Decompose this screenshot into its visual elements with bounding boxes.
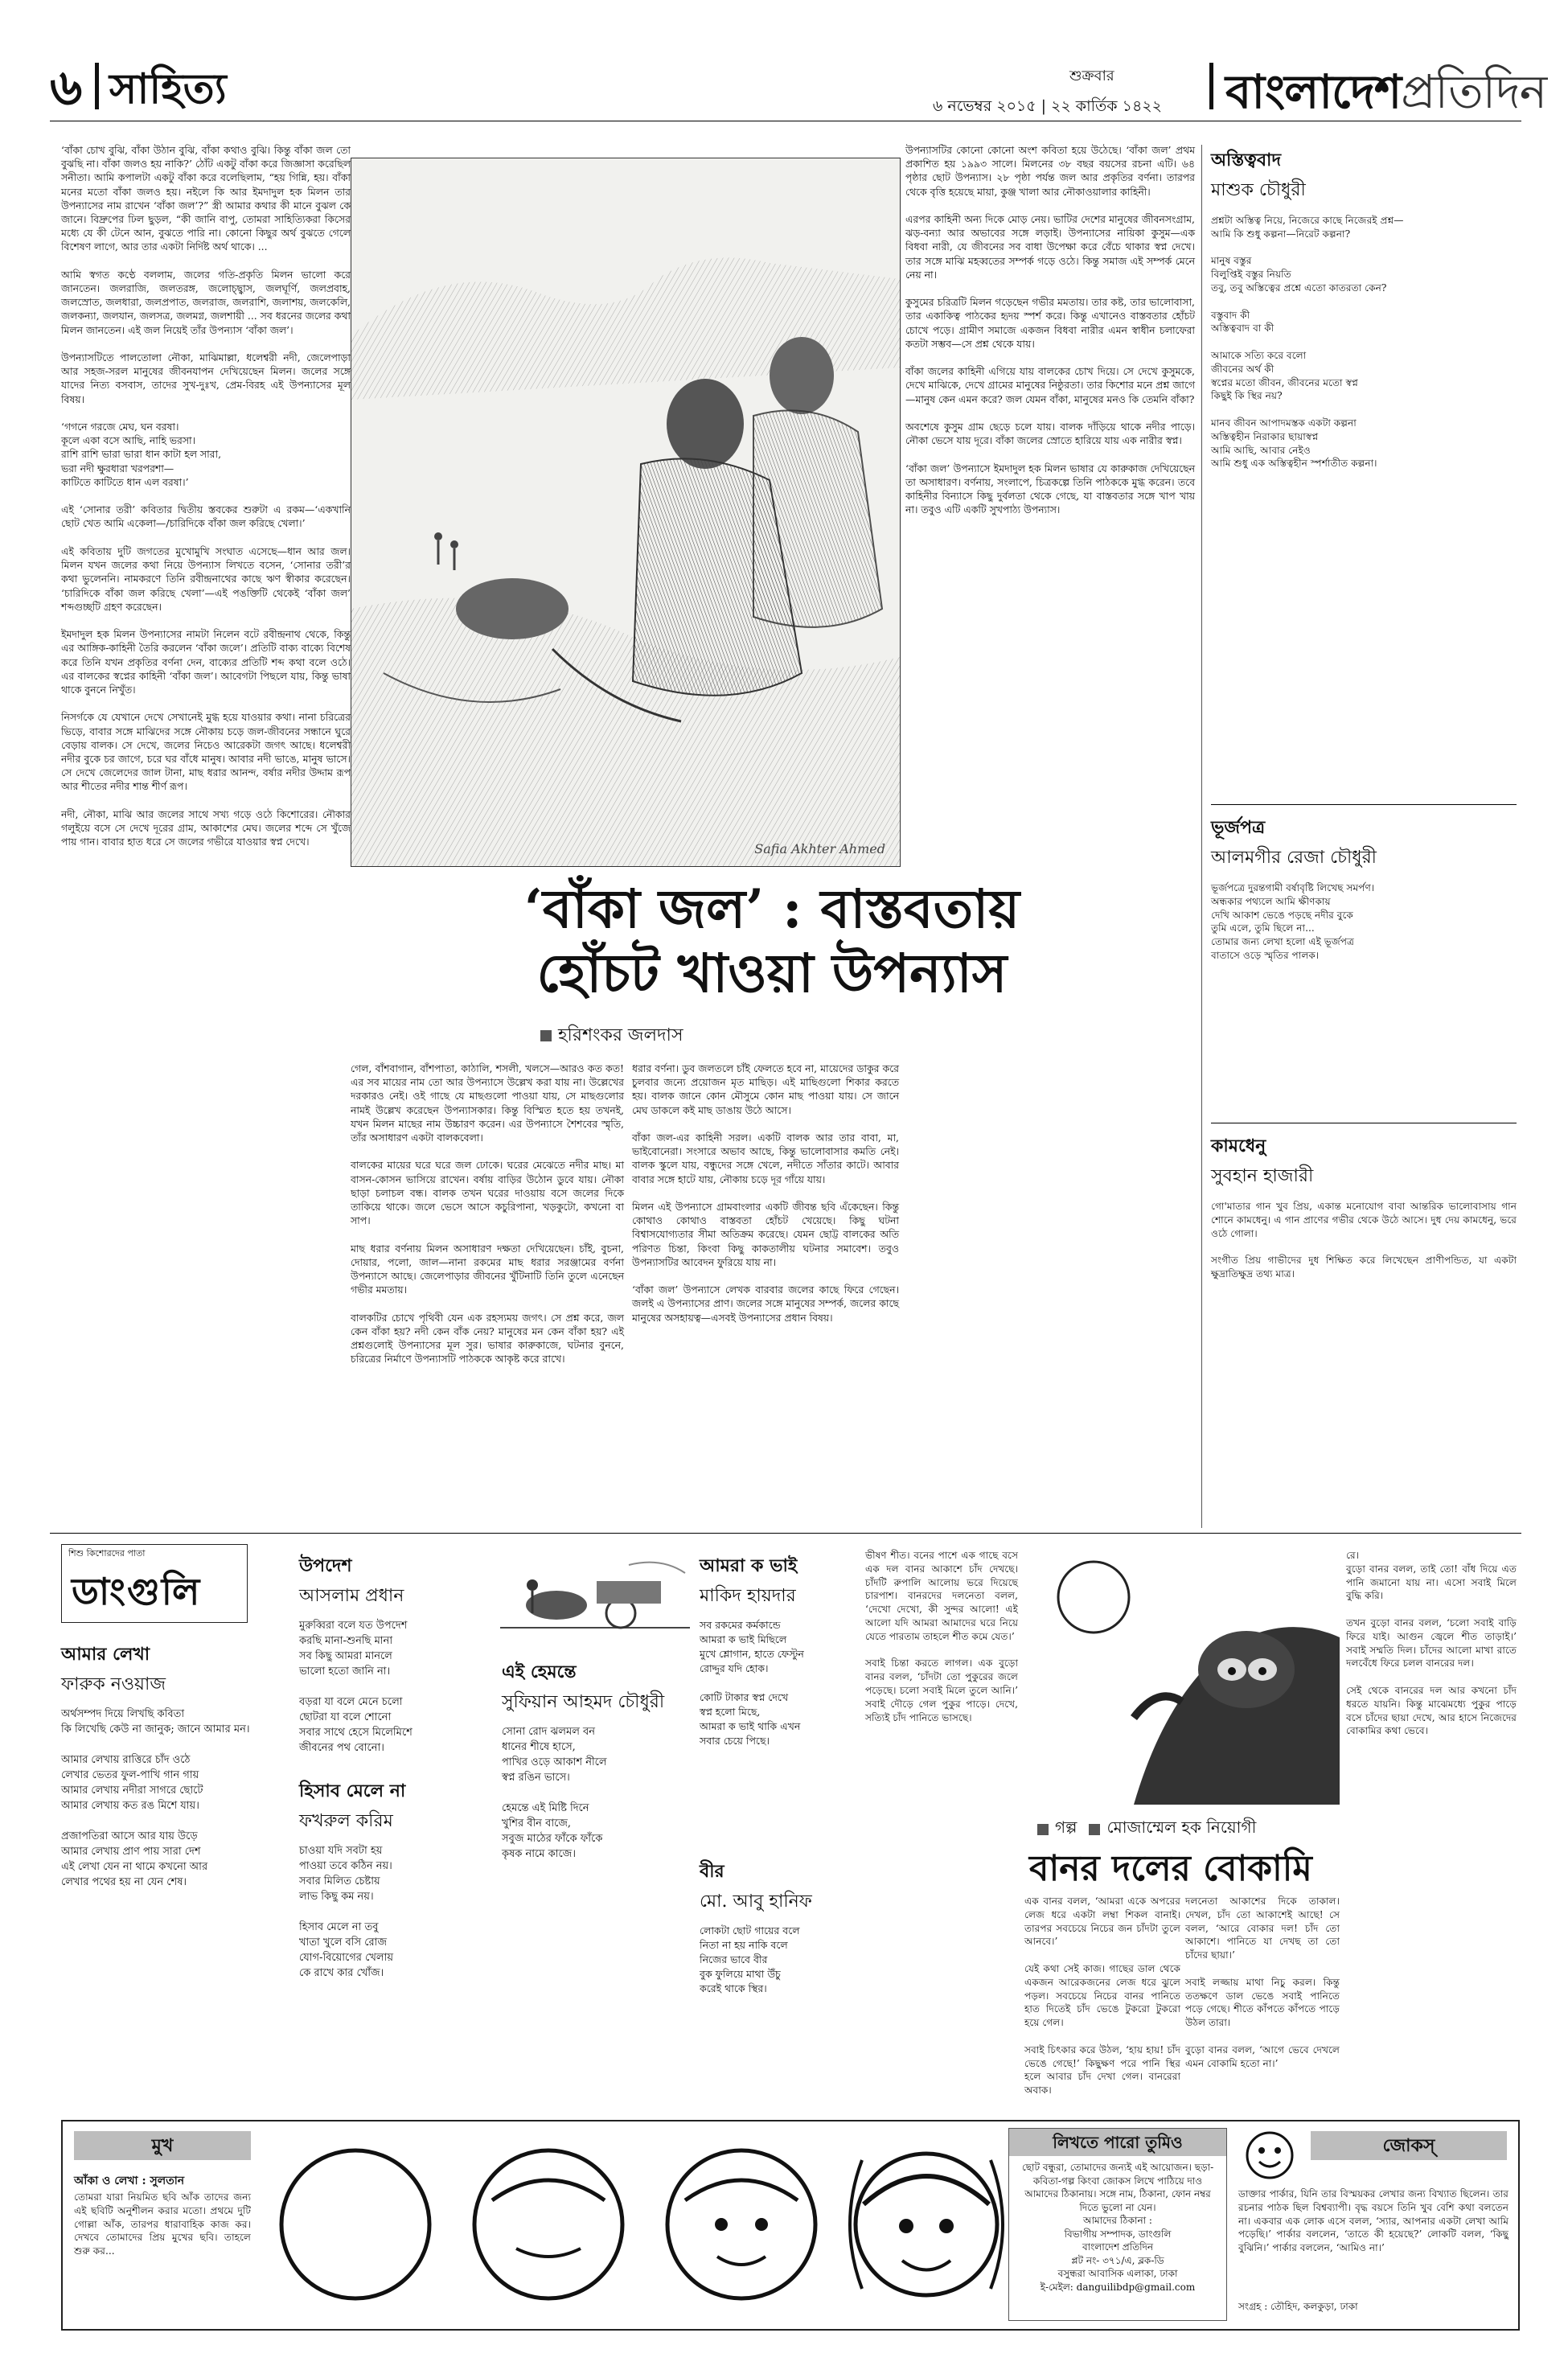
headline-line-2: হোঁচট খাওয়া উপন্যাস xyxy=(536,942,1008,1004)
story-label: গল্প xyxy=(1055,1817,1077,1837)
byline-square-icon xyxy=(540,1030,552,1041)
item-4-author: সুফিয়ান আহমদ চৌধুরী xyxy=(502,1692,665,1712)
monkey-illustration xyxy=(1021,1549,1340,1805)
story-title: বানর দলের বোকামি xyxy=(1029,1848,1312,1889)
ox-cart-drawing xyxy=(500,1549,690,1644)
poem-3-text: গো'মাতার গান খুব প্রিয়, একান্ত মনোযোগ বাবা আন্তরিক ভালোবাসায় গান শোনে কামধেনু। এ গান প্রাণের গভীর থেকে উঠে আসে। দুধ দেয় কামধেনু, ভরে ওঠে গোলা। সংগীত প্রিয় গাভীদের দুধ শিক্ষিত করে লিখেছেন প্রাণীপন্ডিত, যা একটা ক্ষুদ্রাতিক্ষুদ্র তথ্য মাত্র। xyxy=(1211,1201,1517,1279)
headline-line-1: ‘বাঁকা জল’ : বাস্তবতায় xyxy=(523,877,1020,940)
item-6-author: মো. আবু হানিফ xyxy=(700,1891,812,1912)
item-1-title: আমার লেখা xyxy=(61,1644,150,1665)
dangguli-logo: ডাংগুলি xyxy=(72,1570,202,1613)
poem-2-title: ভূর্জপত্র xyxy=(1211,817,1266,838)
poem-1-author: মাশুক চৌধুরী xyxy=(1211,180,1306,200)
dangguli-item-4 xyxy=(502,1658,695,1862)
jokes-icon xyxy=(1242,2130,1298,2181)
poem-2-author: আলমগীর রেজা চৌধুরী xyxy=(1211,848,1377,868)
face-steps-drawing xyxy=(259,2128,999,2321)
poem-1-text: প্রশ্নটা অস্তিত্ব নিয়ে, নিজেরে কাছে নিজেরই প্রশ্ন— আমি কি শুধু কল্পনা—নিরেট কল্পনা? মানুষ বস্তুর বিলুপ্তিই বস্তুর নিয়তি তবু, তবু অস্তিত্বের প্রশ্নে এতো কাতরতা কেন? বস্তুবাদ কী অস্তিত্ববাদ বা কী আমাকে সত্যি করে বলো জীবনের অর্থ কী স্বপ্নের মতো জীবন, জীবনের মতো স্বপ্ন কিছুই কি স্থির নয়? মানব জীবন আপাদমস্তক একটা কল্পনা অস্তিত্বহীন নিরাকার ছায়াস্বপ্ন আমি আছি, আবার নেইও আমি শুধু এক অস্তিত্বহীন স্পর্শাতীত কল্পনা। xyxy=(1211,215,1404,470)
item-5-author: মাকিদ হায়দার xyxy=(700,1586,796,1606)
item-4-title: এই হেমন্তে xyxy=(502,1661,577,1682)
write-to-us-text: ছোট বন্ধুরা, তোমাদের জন্যই এই আয়োজন। ছড়া-কবিতা-গল্প কিংবা জোকস লিখে পাঠিয়ে দাও আমাদের ঠিকানায়। সঙ্গে নাম, ঠিকানা, ফোন নম্বর দিতে ভুলো না যেন। আমাদের ঠিকানা : বিভাগীয় সম্পাদক, ডাংগুলি বাংলাদেশ প্রতিদিন প্লট নং- ৩৭১/এ, ব্লক-ডি বসুন্ধরা আবাসিক এলাকা, ঢাকা ই-মেইল: danguilibdp@gmail.com xyxy=(1021,2162,1214,2293)
poem-divider-1 xyxy=(1211,804,1517,805)
article-headline xyxy=(338,877,1206,1005)
dangguli-item-1 xyxy=(61,1641,294,1890)
article-column-4: উপন্যাসটির কোনো কোনো অংশ কবিতা হয়ে উঠেছে। ‘বাঁকা জল’ প্রথম প্রকাশিত হয় ১৯৯৩ সালে। মিলনের ৩৮ বছর বয়সের রচনা এটি। ৬৪ পৃষ্ঠার ছোট উপন্যাস। ২৮ পৃষ্ঠা পর্যন্ত জল আর প্রকৃতির বর্ণনা। তারপর থেকে বৃত্তি হয়েছে মায়া, কুঞ্জ খালা আর নৌকাওয়ালার কাহিনী। এরপর কাহিনী অন্য দিকে মোড় নেয়। ভাটির দেশের মানুষের জীবনসংগ্রাম, ঝড়-বন্যা আর অভাবের সঙ্গে লড়াই। উপন্যাসের নায়িকা কুসুম—এক বিধবা নারী, যে জীবনের সব বাধা উপেক্ষা করে বেঁচে থাকার স্বপ্ন দেখে। তার সঙ্গে মাঝি মহব্বতের সম্পর্ক গড়ে ওঠে। কিন্তু সমাজ এই সম্পর্ক মেনে নেয় না। কুসুমের চরিত্রটি মিলন গড়েছেন গভীর মমতায়। তার কষ্ট, তার ভালোবাসা, তার একাকিত্ব পাঠকের হৃদয় স্পর্শ করে। কিন্তু এখানেও বাস্তবতার হোঁচট চোখে পড়ে। গ্রামীণ সমাজে একজন বিধবা নারীর এমন স্বাধীন চলাফেরা কতটা সম্ভব—সে প্রশ্ন থেকে যায়। বাঁকা জলের কাহিনী এগিয়ে যায় বালকের চোখ দিয়ে। সে দেখে কুসুমকে, দেখে মাঝিকে, দেখে গ্রামের মানুষের নিষ্ঠুরতা। তার কিশোর মনে প্রশ্ন জাগে—মানুষ কেন এমন করে? জল যেমন বাঁকা, মানুষের মনও কি তেমনি বাঁকা? অবশেষে কুসুম গ্রাম ছেড়ে চলে যায়। বালক দাঁড়িয়ে থাকে নদীর পাড়ে। নৌকা ভেসে যায় দূরে। বাঁকা জলের স্রোতে হারিয়ে যায় এক নারীর স্বপ্ন। ‘বাঁকা জল’ উপন্যাসে ইমদাদুল হক মিলন ভাষার যে কারুকাজ দেখিয়েছেন তা অসাধারণ। বর্ণনায়, সংলাপে, চিত্রকল্পে তিনি পাঠককে মুগ্ধ করেন। তবে কাহিনীর বিন্যাসে কিছু দুর্বলতা থেকে গেছে, যা বাস্তবতার সঙ্গে খাপ খায় না। তবুও এটি একটি সুখপাঠ্য উপন্যাস। xyxy=(905,144,1195,516)
article-column-3: ধরার বর্ণনা। ডুব জলতলে চাঁই ফেলতে হবে না, মায়েদের ডাকুর করে চুলবার জন্যে প্রয়োজন মৃত মাছিড়। এই মাছিগুলো শিকার করতে হয়। বালক জানে কোন মৌসুমে কোন মাছ পাওয়া যায়। সে জানে মেঘ ডাকলে কই মাছ ডাঙায় উঠে আসে। বাঁকা জল-এর কাহিনী সরল। একটি বালক আর তার বাবা, মা, ভাইবোনেরা। সংসারে অভাব আছে, কিন্তু ভালোবাসার কমতি নেই। বালক স্কুলে যায়, বন্ধুদের সঙ্গে খেলে, নদীতে সাঁতার কাটে। আবার বাবার সঙ্গে হাটে যায়, নৌকায় চড়ে দূর গাঁয়ে যায়। মিলন এই উপন্যাসে গ্রামবাংলার একটি জীবন্ত ছবি এঁকেছেন। কিন্তু কোথাও কোথাও বাস্তবতা হোঁচট খেয়েছে। কিছু ঘটনা বিশ্বাসযোগ্যতার সীমা অতিক্রম করেছে। যেমন ছোট্ট বালকের অতি পরিণত চিন্তা, কিংবা কিছু কাকতালীয় ঘটনার সমাবেশ। তবুও উপন্যাসটির আবেদন ফুরিয়ে যায় না। ‘বাঁকা জল’ উপন্যাসে লেখক বারবার জলের কাছে ফিরে গেছেন। জলই এ উপন্যাসের প্রাণ। জলের সঙ্গে মানুষের সম্পর্ক, জলের কাছে মানুষের অসহায়ত্ব—এসবই উপন্যাসের প্রধান বিষয়। xyxy=(632,1062,899,1324)
poem-3 xyxy=(1211,1132,1517,1570)
smiley-icon xyxy=(1242,2130,1298,2181)
jokes-credit: সংগ্রহ : তৌহিদ, কলকুড়া, ঢাকা xyxy=(1238,2301,1358,2312)
poem-3-title: কামধেনু xyxy=(1211,1136,1266,1156)
item-6-title: বীর xyxy=(700,1861,724,1882)
jokes-title: জোকস্ xyxy=(1311,2131,1507,2160)
jokes-text: ডাক্তার পার্কার, যিনি তার বিস্ময়কর লেখার জন্য বিখ্যাত ছিলেন। তার রচনার পাঠক ছিল বিশ্বব্যাপী। বৃদ্ধ বয়সে তিনি খুব বেশি কথা বলতেন না। একবার এক লোক এসে বলল, ‘স্যার, আপনার একটা লেখা আমি পড়েছি।’ পার্কার বললেন, ‘তাতে কী হয়েছে?’ লোকটি বলল, ‘কিছু বুঝিনি।’ পার্কার বললেন, ‘আমিও না।’ xyxy=(1238,2188,1512,2254)
mukh-text: তোমরা যারা নিয়মিত ছবি আঁক তাদের জন্য এই ছবিটি অনুশীলন করার মতো। প্রথমে দুটি গোল্লা আঁক, তারপর ধারাবাহিক কাজ কর। দেখবে তোমাদের প্রিয় মুখের ছবি। তাহলে শুরু কর... xyxy=(74,2191,254,2257)
story-column-2: এক বানর বলল, ‘আমরা একে অপরের লেজ ধরে একটা লম্বা শিকল বানাই। তারপর সবচেয়ে নিচের জন চাঁদটা তুলে আনবে।’ যেই কথা সেই কাজ। গাছের ডাল থেকে একজন আরেকজনের লেজ ধরে ঝুলে পড়ল। সবচেয়ে নিচের বানর পানিতে হাত দিতেই চাঁদ ভেঙে টুকরো টুকরো হয়ে গেল। সবাই চিৎকার করে উঠল, ‘হায় হায়! চাঁদ ভেঙে গেছে!’ কিছুক্ষণ পরে পানি স্থির হলে আবার চাঁদ দেখা গেল। বানরেরা অবাক। xyxy=(1024,1896,1180,2097)
illustration-signature: Safia Akhter Ahmed xyxy=(754,841,885,856)
mukh-credit: আঁকা ও লেখা : সুলতান xyxy=(74,2175,185,2187)
dangguli-item-5 xyxy=(700,1552,860,1748)
dangguli-item-2 xyxy=(299,1552,492,1756)
write-to-us-box xyxy=(1008,2128,1227,2321)
story-column-4: রে। বুড়ো বানর বলল, তাই তো! বাঁধ দিয়ে এত পানি জমানো যায় না। এসো সবাই মিলে বুদ্ধি করি। তখন বুড়ো বানর বলল, ‘চলো সবাই বাড়ি ফিরে যাই। আগুন জ্বেলে শীত তাড়াই।’ সবাই সম্মতি দিল। চাঁদের আলো মাখা রাতে দলবেঁধে ফিরে চলল বানরের দল। সেই থেকে বানরের দল আর কখনো চাঁদ ধরতে যায়নি। কিন্তু মাঝেমধ্যে পুকুর পাড়ে বসে চাঁদের ছায়া দেখে, আর হাসে নিজেদের বোকামির কথা ভেবে। xyxy=(1346,1550,1517,1737)
header-date: ৬ নভেম্বর ২০১৫ | ২২ কার্তিক ১৪২২ xyxy=(933,97,1162,115)
item-6-text: লোকটা ছোট গায়ের বলে নিতা না হয় নাকি বলে নিজের ভাবে বীর বুক ফুলিয়ে মাথা উঁচু করেই থাকে স্থির। xyxy=(700,1924,800,1994)
item-3-title: হিসাব মেলে না xyxy=(299,1780,406,1801)
dangguli-item-3 xyxy=(299,1777,492,1981)
poem-2 xyxy=(1211,814,1517,1139)
poem-2-text: ভূর্জপত্রে দুরন্তগামী বর্ষাবৃষ্টি লিখেছ সমর্পণ। অন্ধকার পথ্যলে আমি ক্ষীণকায় দেখি আকাশ ভেঙে পড়ছে নদীর বুকে তুমি এলে, তুমি ছিলে না... তোমার জন্য লেখা হলো এই ভূর্জপত্র বাতাসে ওড়ে স্মৃতির পালক। xyxy=(1211,882,1375,961)
article-illustration xyxy=(351,158,901,867)
page-number: ৬ xyxy=(50,58,83,117)
item-2-title: উপদেশ xyxy=(299,1555,352,1576)
item-1-text: অর্থসম্পদ দিয়ে লিখছি কবিতা কি লিখেছি কেউ না জানুক; জানে আমার মন। আমার লেখায় রাত্তিরে চাঁদ ওঠে লেখার ভেতর ফুল-পাখি গান গায় আমার লেখায় নদীরা সাগরে ছোটে আমার লেখায় কত রঙ মিশে যায়। প্রজাপতিরা আসে আর যায় উড়ে আমার লেখায় প্রাণ পায় সারা দেশ এই লেখা যেন না থামে কখনো আর লেখার পথের হয় না যেন শেষ। xyxy=(61,1708,250,1888)
dangguli-tagline: শিশু কিশোরদের পাতা xyxy=(68,1548,146,1559)
brand-light: প্রতিদিন xyxy=(1401,64,1547,119)
mukh-label: মুখ xyxy=(74,2131,251,2160)
brand-main: বাংলাদেশ xyxy=(1225,64,1402,119)
item-2-author: আসলাম প্রধান xyxy=(299,1586,404,1606)
item-5-title: আমরা ক ভাই xyxy=(700,1555,798,1576)
right-column-divider xyxy=(1201,145,1202,1528)
dangguli-item-6 xyxy=(700,1858,860,1996)
monkey-moon-drawing xyxy=(1021,1549,1340,1805)
ox-cart-illustration xyxy=(500,1549,690,1644)
face-drawing-steps xyxy=(259,2128,999,2321)
etching-drawing xyxy=(351,158,900,866)
item-3-author: ফখরুল করিম xyxy=(299,1811,393,1831)
article-column-1: ‘বাঁকা চোখ বুঝি, বাঁকা উঠান বুঝি, বাঁকা কথাও বুঝি। কিন্তু বাঁকা জল তো বুঝছি না। বাঁকা জলও হয় নাকি?’ ঠোঁট একটু বাঁকা করে জিজ্ঞাসা করেছিল সনীতা। আমি কপালটা একটু বাঁকা করে বলেছিলাম, “হয় গিন্নি, হয়। বাঁকা মনের মতো বাঁকা জলও হয়। নইলে কি আর ইমদাদুল হক মিলন তার উপন্যাসের নাম রাখেন ‘বাঁকা জল’?” স্ত্রী আমার কথার কী মানে বুঝল কে জানে। বিদ্রুপের ঢিল ছুড়ল, “কী জানি বাপু, তোমরা সাহিত্যিকরা কিসের মধ্যে যে কী টেনে আন, বুঝতে পারি না। কোনো কিছুর অর্থ বুঝতে গেলে বিশেষণ লাগে, আর তার একটা নির্দিষ্ট অর্থ থাকে। ... আমি স্বগত কণ্ঠে বললাম, জলের গতি-প্রকৃতি মিলন ভালো করে জানতেন। জলরাজি, জলতরঙ্গ, জলোচ্ছ্বাস, জলঘূর্ণি, জলপ্রবাহ, জলস্রোত, জলধারা, জলপ্রপাত, জলরাজ, জলরাশি, জলাশয়, জলকেলি, জলকন্যা, জলযান, জলসত্র, জলমগ্ন, জলশায়ী ... সব ধরনের জলের কথা মিলন জানতেন। এই জল নিয়েই তাঁর উপন্যাস ‘বাঁকা জল’। উপন্যাসটিতে পালতোলা নৌকা, মাঝিমাল্লা, ধলেশ্বরী নদী, জেলেপাড়া আর সহজ-সরল মানুষের জীবনযাপন দেখিয়েছেন মিলন। জলের সঙ্গে যাদের নিত্য বসবাস, তাদের সুখ-দুঃখ, প্রেম-বিরহ এই উপন্যাসের মূল বিষয়। ‘গগনে গরজে মেঘ, ঘন বরষা। কূলে একা বসে আছি, নাহি ভরসা। রাশি রাশি ভারা ভারা ধান কাটা হল সারা, ভরা নদী ক্ষুরধারা খরপরশা— কাটিতে কাটিতে ধান এল বরষা।’ এই ‘সোনার তরী’ কবিতার দ্বিতীয় স্তবকের শুরুটা এ রকম—‘একখানি ছোট খেত আমি একেলা—/চারিদিকে বাঁকা জল করিছে খেলা।’ এই কবিতায় দুটি জগতের মুখোমুখি সংঘাত এসেছে—ধান আর জল। মিলন যখন জলের কথা নিয়ে উপন্যাস লিখতে বসেন, ‘সোনার তরী’র কথা ভুলেননি। নামকরণে তিনি রবীন্দ্রনাথের কাছে ঋণ স্বীকার করেছেন। ‘চারিদিকে বাঁকা জল করিছে খেলা’—এই পঙক্তিটি থেকেই ‘বাঁকা জল’ শব্দগুচ্ছটি গ্রহণ করেছেন। ইমদাদুল হক মিলন উপন্যাসের নামটা নিলেন বটে রবীন্দ্রনাথ থেকে, কিন্তু এর আঙ্গিক-কাহিনী তৈরি করলেন ‘বাঁকা জলে’। প্রতিটি বাক্য বাক্যে বিশেষ করে তিনি যখন প্রকৃতির বর্ণনা দেন, বাক্যের প্রতিটি শব্দ কথা বলে ওঠে। এর বালকের স্বপ্নের কাহিনী ‘বাঁকা জল’। আবেগটা পিছলে যায়, কিন্তু ভাষা থাকে বুননে নিখুঁত। নিসর্গকে যে যেখানে দেখে সেখানেই মুগ্ধ হয়ে যাওয়ার কথা। নানা চরিত্রের ভিড়ে, বাবার সঙ্গে মাঝিদের সঙ্গে নৌকায় চড়ে জল-জীবনের সন্ধানে ঘুরে বেড়ায় বালক। সে দেখে, জলের নিচেও আরেকটা জগৎ আছে। ধলেশ্বরী নদীর বুকে চর জাগে, চরে ঘর বাঁধে মানুষ। আবার নদী ভাঙে, মানুষ ভাসে। সে দেখে জেলেদের জাল টানা, মাছ ধরার আনন্দ, বর্ষার নদীর উদ্দাম রূপ আর শীতের নদীর শান্ত শীর্ণ রূপ। নদী, নৌকা, মাঝি আর জলের সাথে সখ্য গড়ে ওঠে কিশোরের। নৌকার গলুইয়ে বসে সে দেখে দূরের গ্রাম, আকাশের মেঘ। জলের শব্দে সে খুঁজে পায় গান। বাবার হাত ধরে সে জলের গভীরে যাওয়ার স্বপ্ন দেখে। xyxy=(61,144,351,848)
story-header xyxy=(1037,1816,1256,1842)
poem-1-title: অস্তিত্ববাদ xyxy=(1211,150,1281,170)
item-2-text: মুরুব্বিরা বলে যত উপদেশ করছি মানা-শুনছি মানা সব কিছু আমরা মানলে ভালো হতো জানি না। বড়রা যা বলে মেনে চলো ছোটরা যা বলে শোনো সবার সাথে হেসে মিলেমিশে জীবনের পথ বোনো। xyxy=(299,1620,413,1754)
poem-1 xyxy=(1211,146,1517,729)
dangguli-masthead xyxy=(61,1544,248,1623)
item-1-author: ফারুক নওয়াজ xyxy=(61,1674,166,1694)
item-4-text: সোনা রোদ ঝলমল বন ধানের শীষে হাসে, পাখির ওড়ে আকাশ নীলে স্বপ্ন রঙিন ভাসে। হেমন্তে এই মিষ্টি দিনে খুশির বীন বাজে, সবুজ মাঠের ফাঁকে ফাঁকে কৃষক নামে কাজে। xyxy=(502,1726,607,1860)
dangguli-top-rule xyxy=(50,1533,1521,1534)
item-3-text: চাওয়া যদি সবটা হয় পাওয়া তবে কঠিন নয়। সবার মিলিত চেষ্টায় লাভ কিছু কম নয়। হিসাব মেলে না তবু খাতা খুলে বসি রোজ যোগ-বিয়োগের খেলায় কে রাখে কার খোঁজ। xyxy=(299,1845,394,1979)
write-to-us-title: লিখতে পারো তুমিও xyxy=(1009,2129,1226,2156)
article-byline: হরিশংকর জলদাস xyxy=(540,1021,683,1051)
story-column-3: দলনেতা আকাশের দিকে তাকাল। দেখল, চাঁদ তো আকাশেই আছে! সে বলল, ‘আরে বোকার দল! চাঁদ তো আকাশে। পানিতে যা দেখছ তা তো চাঁদের ছায়া।’ সবাই লজ্জায় মাথা নিচু করল। কিন্তু ততক্ষণে ডাল ভেঙে সবাই পানিতে পড়ে গেছে। শীতে কাঁপতে কাঁপতে পাড়ে উঠল তারা। বুড়ো বানর বলল, ‘আগে ভেবে দেখলে এমন বোকামি হতো না।’ xyxy=(1185,1896,1340,2069)
article-column-2: গেল, বাঁশবাগান, বাঁশপাতা, কাঠালি, শসলী, খলসে—আরও কত কত! এর সব মায়ের নাম তো আর উপন্যাসে উল্লেখ করা যায় না। উল্লেখের দরকারও নেই। ওই গাছে যে মাছগুলো পাওয়া যায়, সে মাছগুলোর নামই উল্লেখ করেছেন উপন্যাসকার। কিন্তু বিস্মিত হতে হয় তখনই, যখন মিলন মাছের নাম উচ্চারণ করেন। এর উপন্যাসে শৈশবের স্মৃতি, তাঁর অসাধারণ একটা বালকবেলা। বালকের মায়ের ঘরে ঘরে জল ঢোকে। ঘরের মেঝেতে নদীর মাছ। মা বাসন-কোসন ভাসিয়ে রাখেন। বর্ষায় বাড়ির উঠোন ডুবে যায়। নৌকা ছাড়া চলাচল বন্ধ। বালক তখন ঘরের দাওয়ায় বসে জলের দিকে তাকিয়ে থাকে। জলে ভেসে আসে কচুরিপানা, খড়কুটো, কখনো বা সাপ। মাছ ধরার বর্ণনায় মিলন অসাধারণ দক্ষতা দেখিয়েছেন। চাঁই, বুচনা, দোয়ার, পলো, জাল—নানা রকমের মাছ ধরার সরঞ্জামের বর্ণনা উপন্যাসে আছে। জেলেপাড়ার জীবনের খুঁটিনাটি তিনি তুলে এনেছেন গভীর মমতায়। বালকটির চোখে পৃথিবী যেন এক রহস্যময় জগৎ। সে প্রশ্ন করে, জল কেন বাঁকা হয়? নদী কেন বাঁক নেয়? মানুষের মন কেন বাঁকা হয়? এই প্রশ্নগুলোই উপন্যাসের মূল সুর। ভাষার কারুকাজে, ঘটনার বুননে, চরিত্রের নির্মাণে উপন্যাসটি পাঠককে আকৃষ্ট করে রাখে। xyxy=(351,1062,624,1366)
poem-3-author: সুবহান হাজারী xyxy=(1211,1166,1314,1186)
header-divider-right xyxy=(1209,63,1213,109)
section-name: সাহিত্য xyxy=(109,64,227,113)
item-5-text: সব রকমের কর্মকান্ডে আমরা ক ভাই মিছিলে মুখে শ্লোগান, হাতে ফেস্টুন রোদ্দুর যদি হোক। কোটি টাকার স্বপ্ন দেখে স্বপ্ন হলো মিছে, আমরা ক ভাই থাকি এখন সবার চেয়ে পিছে। xyxy=(700,1619,804,1747)
story-author-square-icon xyxy=(1089,1824,1100,1835)
masthead-logo xyxy=(1225,56,1546,134)
story-author: মোজাম্মেল হক নিয়োগী xyxy=(1106,1817,1257,1837)
story-column-1: ভীষণ শীত। বনের পাশে এক গাছে বসে এক দল বানর আকাশে চাঁদ দেখছে। চাঁদটি রুপালি আলোয় ভরে দিয়েছে চারপাশ। বানরদের দলনেতা বলল, ‘দেখো দেখো, কী সুন্দর আলো! এই আলো যদি আমরা আমাদের ঘরে নিয়ে যেতে পারতাম তাহলে শীত কমে যেত।’ সবাই চিন্তা করতে লাগল। এক বুড়ো বানর বলল, ‘চাঁদটা তো পুকুরের জলে পড়েছে। চলো সবাই মিলে তুলে আনি।’ সবাই দৌড়ে গেল পুকুর পাড়ে। দেখে, সত্যিই চাঁদ পানিতে ভাসছে। xyxy=(865,1550,1018,1723)
story-square-icon xyxy=(1037,1824,1049,1835)
header-divider-left xyxy=(95,63,99,109)
header-day: শুক্রবার xyxy=(1069,68,1114,84)
